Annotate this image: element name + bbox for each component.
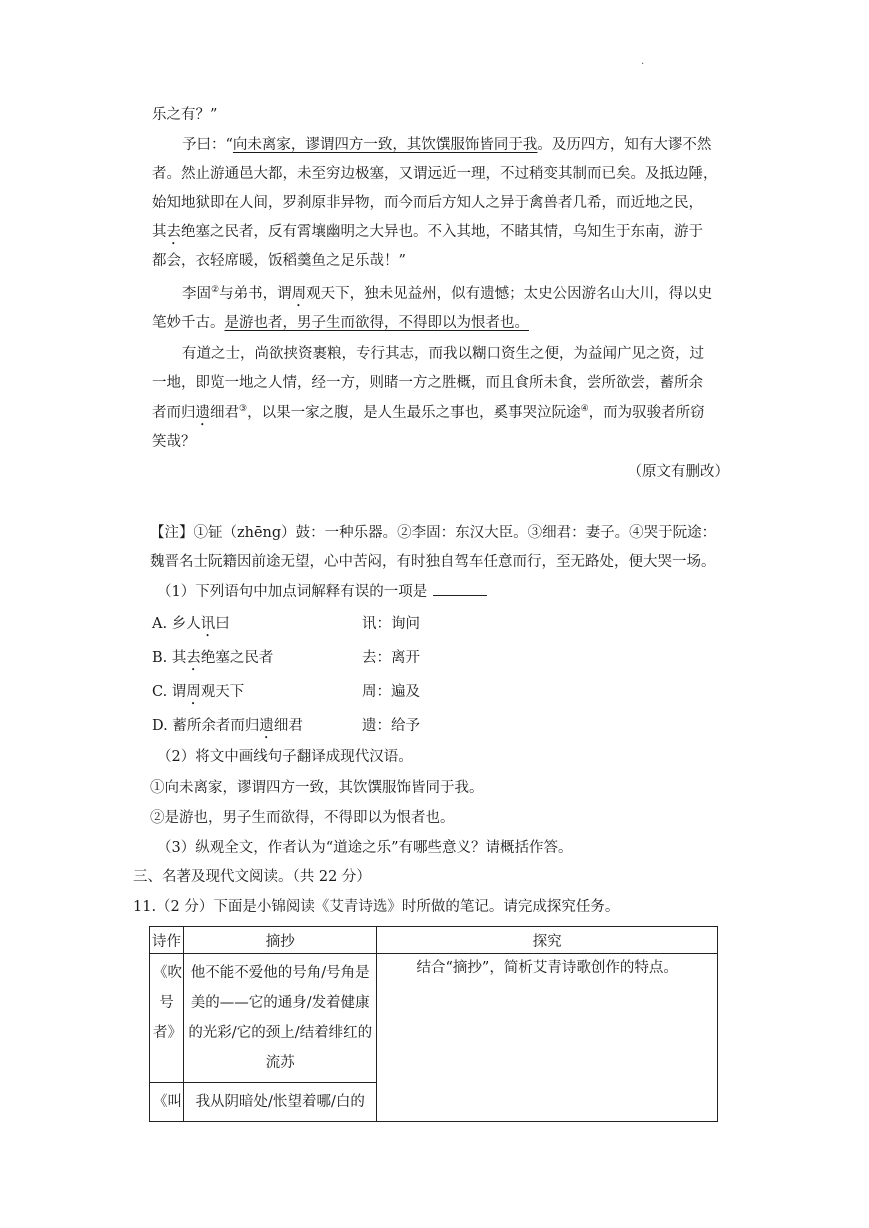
poem-title: 《叫 <box>150 1083 184 1122</box>
footnote-mark: ③ <box>239 404 248 415</box>
passage-line: 者。然止游通邑大都，未至穷边极塞，又谓远近一理，不过稍变其制而已矣。及抵边陲， <box>152 166 718 182</box>
footnote-mark: ② <box>211 285 220 296</box>
dotted-word: 去 <box>166 224 181 240</box>
section-heading: 三、名著及现代文阅读。（共 22 分） <box>133 869 371 885</box>
question-2-item-1: ①向未离家，谬谓四方一致，其饮馔服饰皆同于我。 <box>150 780 484 796</box>
dotted-word: 周 <box>186 684 201 700</box>
passage-line <box>182 135 711 155</box>
text: 予曰：“ <box>182 137 233 153</box>
option-c <box>152 682 244 708</box>
option-c-explanation: 周：遍及 <box>362 684 420 700</box>
passage-line <box>152 403 705 429</box>
text: ，而为驭骏者所窃 <box>588 405 705 421</box>
option-b <box>152 648 273 674</box>
page-mark: . <box>641 56 645 67</box>
dotted-word: 去 <box>186 650 201 666</box>
underlined-sentence: 是游也者，男子生而欲得，不得即以为恨者也。 <box>224 315 529 331</box>
passage-line: 始知地狱即在人间，罗刹原非异物，而今而后方知人之异于禽兽者几希，而近地之民， <box>152 195 703 211</box>
table-row <box>150 954 718 1083</box>
option-d <box>152 716 303 742</box>
text: 观天下 <box>200 684 245 700</box>
question-11: 11.（2 分）下面是小锦阅读《艾青诗选》时所做的笔记。请完成探究任务。 <box>133 899 620 915</box>
option-a-explanation: 讯：询问 <box>362 616 420 632</box>
option-a <box>152 614 230 640</box>
dotted-word: 遗 <box>195 405 210 421</box>
table-header-row <box>150 927 718 954</box>
question-2-item-2: ②是游也，男子生而欲得，不得即以为恨者也。 <box>150 810 455 826</box>
text: 。及历四方，知有大谬不然 <box>537 137 712 153</box>
text: 者而归 <box>152 405 196 421</box>
underlined-sentence: 向未离家，谬谓四方一致，其饮馔服饰皆同于我 <box>232 137 538 153</box>
text: 细君 <box>273 718 303 734</box>
passage-line <box>152 222 703 248</box>
source-note: （原文有删改） <box>627 464 729 480</box>
text: C. 谓 <box>152 684 187 700</box>
reading-notes-table <box>149 926 718 1122</box>
annotation-line: 魏晋名士阮籍因前途无望，心中苦闷，有时独自驾车任意而行，至无路处，便大哭一场。 <box>150 554 716 570</box>
text: 绝塞之民者，反有霄壤幽明之大异也。不入其地，不睹其情，乌知生于东南，游于 <box>181 224 703 240</box>
text: 其 <box>152 224 167 240</box>
dotted-word: 周 <box>291 286 307 302</box>
text: 李固 <box>182 286 211 302</box>
option-b-explanation: 去：离开 <box>362 650 420 666</box>
passage-line: 一地，即览一地之人情，经一方，则睹一方之胜概，而且食所未食，尝所欲尝，蓄所余 <box>152 375 703 391</box>
passage-line: 乐之有？” <box>152 107 218 123</box>
dotted-word: 讯 <box>200 616 216 632</box>
dotted-word: 遗 <box>259 718 274 734</box>
text: 绝塞之民者 <box>200 650 274 666</box>
question-2: （2）将文中画线句子翻译成现代汉语。 <box>157 749 413 765</box>
excerpt-cell: 我从阴暗处/怅望着哪/白的 <box>184 1083 377 1122</box>
question-3: （3）纵观全文，作者认为“道途之乐”有哪些意义？请概括作答。 <box>157 840 573 856</box>
explore-cell: 结合“摘抄”，简析艾青诗歌创作的特点。 <box>377 954 718 1122</box>
question-1 <box>157 581 487 602</box>
text: 与弟书，谓 <box>219 286 292 302</box>
excerpt-cell: 他不能不爱他的号角/号角是美的——它的通身/发着健康的光彩/它的颈上/结着绯红的流苏 <box>184 954 377 1083</box>
annotation-line: 【注】①钲（zhēng）鼓：一种乐器。②李固：东汉大臣。③细君：妻子。④哭于阮途： <box>150 525 717 541</box>
text: D. 蓄所余者而归 <box>152 718 260 734</box>
text: 观天下，独未见益州，似有遗憾；太史公因游名山大川，得以史 <box>306 286 713 302</box>
text: B. 其 <box>152 650 187 666</box>
text: 细君 <box>210 405 239 421</box>
passage-line: 笑哉？ <box>152 434 196 450</box>
header-poem: 诗作 <box>150 927 184 954</box>
header-excerpt: 摘抄 <box>184 927 377 954</box>
header-explore: 探究 <box>377 927 718 954</box>
text: 笔妙千古。 <box>152 315 225 331</box>
text: A. 乡人 <box>152 616 201 632</box>
text: 曰 <box>215 616 230 632</box>
passage-line <box>152 313 529 333</box>
passage-line: 都会，衣轻席暖，饭稻羹鱼之足乐哉！” <box>152 253 406 269</box>
question-text: （1）下列语句中加点词解释有误的一项是 <box>157 584 428 600</box>
option-d-explanation: 遗：给予 <box>362 718 420 734</box>
answer-blank[interactable] <box>433 581 487 596</box>
poem-title: 《吹号者》 <box>150 954 184 1083</box>
passage-line: 有道之士，尚欲挟资裹粮，专行其志，而我以糊口资生之便，为益闻广见之资，过 <box>182 346 704 362</box>
footnote-mark: ④ <box>580 404 589 415</box>
text: ，以果一家之腹，是人生最乐之事也，奚事哭泣阮途 <box>247 405 581 421</box>
passage-line <box>182 284 712 310</box>
